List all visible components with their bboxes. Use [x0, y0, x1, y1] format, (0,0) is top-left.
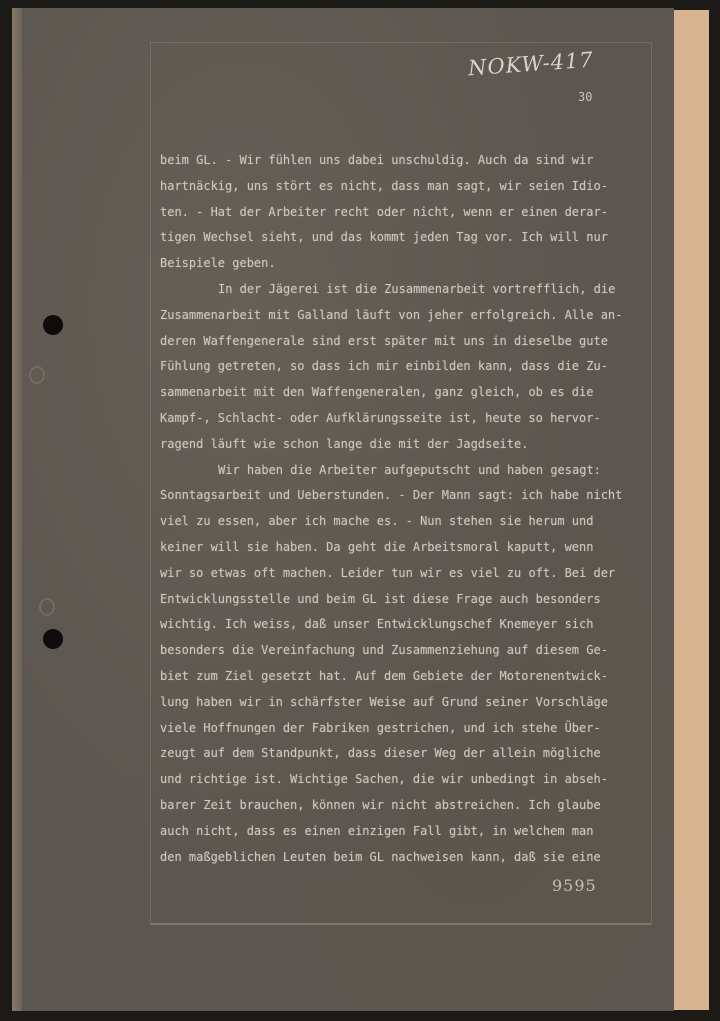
text-line: zeugt auf dem Standpunkt, dass dieser Weg der allein mögliche [160, 746, 601, 761]
text-line: viele Hoffnungen der Fabriken gestrichen, und ich stehe Über- [160, 720, 601, 735]
text-line: besonders die Vereinfachung und Zusammenziehung auf diesem Ge- [160, 643, 608, 658]
document-footer-number: 9595 [552, 876, 597, 895]
text-line: wir so etwas oft machen. Leider tun wir es viel zu oft. Bei der [160, 565, 616, 580]
text-line: den maßgeblichen Leuten beim GL nachweisen kann, daß sie eine [160, 849, 601, 864]
text-line: Zusammenarbeit mit Galland läuft von jeher erfolgreich. Alle an- [160, 307, 623, 322]
text-line: Kampf-, Schlacht- oder Aufklärungsseite ist, heute so hervor- [160, 410, 601, 425]
page-number: 30 [578, 90, 593, 104]
text-line: lung haben wir in schärfster Weise auf Grund seiner Vorschläge [160, 694, 608, 709]
text-line: Entwicklungsstelle und beim GL ist diese Frage auch besonders [160, 591, 601, 606]
text-line: auch nicht, dass es einen einzigen Fall gibt, in welchem man [160, 823, 594, 838]
archive-stamp: NOKW-417 [467, 47, 595, 81]
text-line: barer Zeit brauchen, können wir nicht abstreichen. Ich glaube [160, 797, 601, 812]
punch-hole-mark [29, 366, 45, 384]
text-line: und richtige ist. Wichtige Sachen, die wir unbedingt in abseh- [160, 772, 608, 787]
text-line: ten. - Hat der Arbeiter recht oder nicht, wenn er einen derar- [160, 204, 608, 219]
text-line: Sonntagsarbeit und Ueberstunden. - Der Mann sagt: ich habe nicht [160, 488, 623, 503]
punch-hole-bottom [43, 629, 63, 649]
text-line: deren Waffengenerale sind erst später mit uns in dieselbe gute [160, 333, 608, 348]
text-line: keiner will sie haben. Da geht die Arbeitsmoral kaputt, wenn [160, 539, 594, 554]
text-line: ragend läuft wie schon lange die mit der Jagdseite. [160, 436, 529, 451]
text-line: biet zum Ziel gesetzt hat. Auf dem Gebiete der Motorenentwick- [160, 668, 608, 683]
text-line: In der Jägerei ist die Zusammenarbeit vortrefflich, die [218, 281, 616, 296]
text-line: hartnäckig, uns stört es nicht, dass man sagt, wir seien Idio- [160, 178, 608, 193]
text-line: viel zu essen, aber ich mache es. - Nun stehen sie herum und [160, 514, 594, 529]
text-line: Wir haben die Arbeiter aufgeputscht und haben gesagt: [218, 462, 601, 477]
text-line: tigen Wechsel sieht, und das kommt jeden Tag vor. Ich will nur [160, 230, 608, 245]
text-line: sammenarbeit mit den Waffengeneralen, ganz gleich, ob es die [160, 385, 594, 400]
punch-hole-top [43, 315, 63, 335]
text-line: beim GL. - Wir fühlen uns dabei unschuldig. Auch da sind wir [160, 153, 594, 167]
page-edge [12, 8, 22, 1011]
text-line: Beispiele geben. [160, 256, 276, 271]
punch-hole-mark [39, 598, 55, 616]
body-text [160, 148, 640, 870]
text-line: Fühlung getreten, so dass ich mir einbilden kann, dass die Zu- [160, 359, 608, 374]
text-line: wichtig. Ich weiss, daß unser Entwicklungschef Knemeyer sich [160, 617, 594, 632]
